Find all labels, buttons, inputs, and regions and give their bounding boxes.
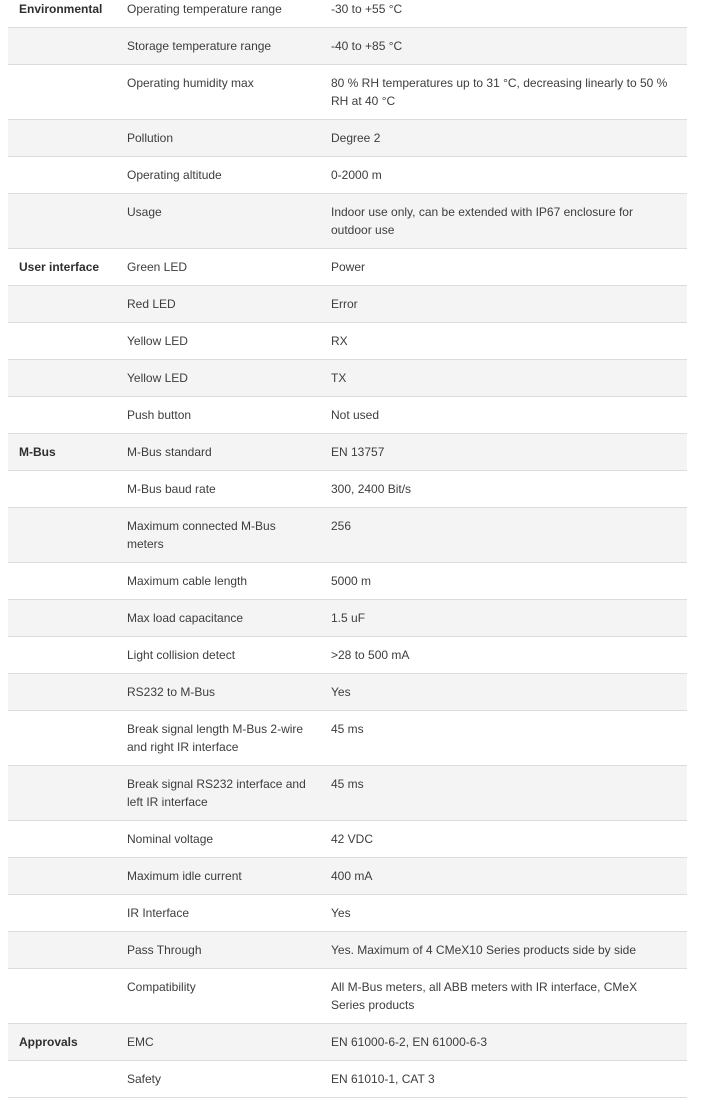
table-row	[8, 674, 687, 711]
spec-value: Yes	[320, 674, 687, 711]
group-label	[8, 969, 116, 1024]
spec-value: EN 61010-1, CAT 3	[331, 1072, 435, 1086]
spec-label: Break signal RS232 interface and left IR interface	[116, 766, 320, 821]
group-label	[8, 471, 116, 508]
group-label: M-Bus	[8, 434, 116, 471]
group-label: User interface	[19, 260, 100, 274]
spec-label: Light collision detect	[127, 648, 236, 662]
spec-value: Degree 2	[320, 120, 687, 157]
group-label	[8, 858, 116, 895]
spec-label: Max load capacitance	[116, 600, 320, 637]
table-row	[8, 397, 687, 434]
table-row	[8, 0, 687, 28]
spec-label: Maximum idle current	[116, 858, 320, 895]
spec-value: 5000 m	[331, 574, 372, 588]
spec-value: Yes. Maximum of 4 CMeX10 Series products side by side	[320, 932, 687, 969]
spec-label: Yellow LED	[127, 334, 188, 348]
spec-label: Maximum cable length	[127, 574, 248, 588]
group-label	[8, 1061, 116, 1098]
table-row	[8, 323, 687, 360]
group-label	[8, 563, 116, 600]
table-row	[8, 434, 687, 471]
spec-label: Break signal length M-Bus 2-wire and right IR interface	[127, 722, 304, 754]
table-row	[8, 194, 687, 249]
spec-value: 45 ms	[320, 766, 687, 821]
table-row	[8, 711, 687, 766]
spec-value: Error	[320, 286, 687, 323]
table-row	[8, 157, 687, 194]
table-row	[8, 563, 687, 600]
spec-value: Indoor use only, can be extended with IP67 enclosure for outdoor use	[320, 194, 687, 249]
group-label: Approvals	[8, 1024, 116, 1061]
group-label: Environmental	[19, 2, 103, 16]
spec-value: EN 13757	[320, 434, 687, 471]
spec-value: Not used	[331, 408, 380, 422]
spec-table	[8, 0, 687, 1098]
table-row	[8, 1061, 687, 1098]
group-label	[8, 120, 116, 157]
table-row	[8, 65, 687, 120]
spec-value: 80 % RH temperatures up to 31 °C, decreasing linearly to 50 % RH at 40 °C	[331, 76, 668, 108]
table-row	[8, 286, 687, 323]
spec-label: Pass Through	[116, 932, 320, 969]
spec-label: Pollution	[116, 120, 320, 157]
spec-value: 256	[320, 508, 687, 563]
group-label	[8, 360, 116, 397]
table-row	[8, 637, 687, 674]
table-row	[8, 508, 687, 563]
table-row	[8, 1024, 687, 1061]
table-row	[8, 28, 687, 65]
spec-label: M-Bus baud rate	[127, 482, 216, 496]
spec-value: -30 to +55 °C	[331, 2, 403, 16]
group-label	[8, 397, 116, 434]
spec-label: Usage	[116, 194, 320, 249]
spec-value: 300, 2400 Bit/s	[331, 482, 412, 496]
group-label	[8, 508, 116, 563]
table-row	[8, 600, 687, 637]
spec-value: Yes	[331, 906, 351, 920]
group-label	[8, 157, 116, 194]
table-row	[8, 932, 687, 969]
spec-label: Compatibility	[127, 980, 196, 994]
spec-label: RS232 to M-Bus	[116, 674, 320, 711]
spec-value: RX	[331, 334, 348, 348]
table-row	[8, 969, 687, 1024]
group-label	[8, 821, 116, 858]
spec-label: Nominal voltage	[127, 832, 214, 846]
group-label	[8, 28, 116, 65]
group-label	[8, 323, 116, 360]
group-label	[8, 286, 116, 323]
spec-label: Red LED	[116, 286, 320, 323]
group-label	[8, 932, 116, 969]
group-label	[8, 766, 116, 821]
group-label	[8, 194, 116, 249]
table-row	[8, 249, 687, 286]
group-label	[8, 674, 116, 711]
spec-label: Green LED	[127, 260, 188, 274]
spec-value: 400 mA	[320, 858, 687, 895]
table-row	[8, 360, 687, 397]
spec-label: Push button	[127, 408, 192, 422]
spec-label: Yellow LED	[116, 360, 320, 397]
spec-value: Power	[331, 260, 366, 274]
group-label	[8, 600, 116, 637]
spec-label: Operating altitude	[127, 168, 222, 182]
spec-value: 42 VDC	[331, 832, 374, 846]
spec-label: Storage temperature range	[116, 28, 320, 65]
spec-value: TX	[320, 360, 687, 397]
group-label	[8, 895, 116, 932]
table-row	[8, 120, 687, 157]
spec-value: EN 61000-6-2, EN 61000-6-3	[320, 1024, 687, 1061]
spec-value: All M-Bus meters, all ABB meters with IR interface, CMeX Series products	[331, 980, 638, 1012]
spec-value: -40 to +85 °C	[320, 28, 687, 65]
group-label	[8, 637, 116, 674]
table-row	[8, 821, 687, 858]
spec-value: >28 to 500 mA	[331, 648, 410, 662]
group-label	[8, 65, 116, 120]
spec-label: Maximum connected M-Bus meters	[116, 508, 320, 563]
group-label	[8, 711, 116, 766]
spec-label: Safety	[127, 1072, 162, 1086]
spec-label: Operating humidity max	[127, 76, 254, 90]
spec-label: Operating temperature range	[127, 2, 282, 16]
table-row	[8, 766, 687, 821]
table-row	[8, 471, 687, 508]
table-row	[8, 895, 687, 932]
spec-value: 0-2000 m	[331, 168, 382, 182]
spec-label: EMC	[116, 1024, 320, 1061]
spec-value: 45 ms	[331, 722, 364, 736]
spec-value: 1.5 uF	[320, 600, 687, 637]
table-row	[8, 858, 687, 895]
spec-label: IR Interface	[127, 906, 190, 920]
spec-label: M-Bus standard	[116, 434, 320, 471]
